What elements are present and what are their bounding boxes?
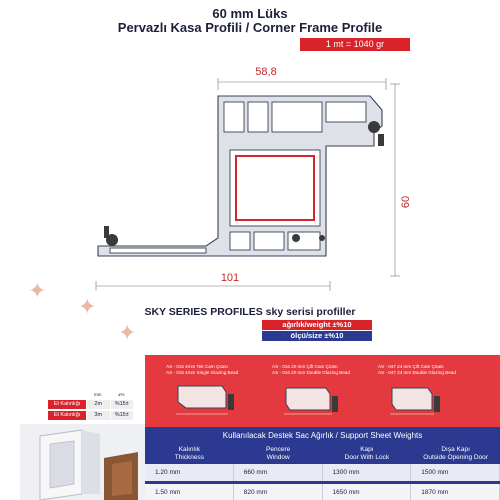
bead-label-line1: AS - 015 4mm Tek Cam Çıtası: [166, 364, 228, 369]
glazing-bead-card: [266, 364, 370, 422]
support-sheet-title: Kullanılacak Destek Sac Ağırlık / Support Sheet Weights: [145, 427, 500, 444]
star-icon: ✦: [118, 320, 137, 345]
wall-thickness-header: mm ±%: [94, 392, 125, 397]
bead-label-line2: AS - 047 24 mm Double Glazing Bead: [378, 369, 456, 375]
column-header: Kapı Door With Lock: [344, 446, 390, 461]
title-line1: 60 mm Lüks: [212, 6, 288, 21]
glazing-bead-drawing: [166, 378, 258, 420]
star-icon: ✦: [78, 294, 97, 319]
table-row: 1.50 mm 820 mm 1650 mm 1870 mm: [145, 484, 500, 500]
weight-badge: 1 mt = 1040 gr: [300, 38, 410, 51]
dimension-bottom: 101: [220, 272, 240, 284]
weight-tolerance-badge: ağırlık/weight ±%10: [262, 320, 372, 330]
column-header: Dışa Kapı Outside Opening Door: [423, 446, 488, 461]
table-header: [145, 444, 500, 464]
title-line2: Pervazlı Kasa Profili / Corner Frame Profile: [117, 20, 383, 35]
wall-thickness-table: [48, 392, 133, 420]
dimension-top: 58,8: [255, 66, 277, 78]
size-tolerance-badge: ölçü/size ±%10: [262, 331, 372, 341]
bead-label-line2: AS - 015 4mm Single Glazing Bead: [166, 369, 239, 375]
table-row: Et Kalınlığı 3m %15±: [48, 411, 133, 420]
glazing-bead-card: [160, 364, 264, 422]
table-row: Et Kalınlığı 2m %15±: [48, 400, 133, 409]
bead-label-line1: AS - 016 20 mm Çift Cam Çıtası: [272, 364, 338, 369]
series-title: SKY SERIES PROFILES sky serisi profiller: [144, 306, 356, 318]
column-header: Kalınlık Thickness: [174, 446, 204, 461]
dimension-right: 60: [400, 195, 413, 209]
bead-label-line1: AS - 047 24 mm Çift Cam Çıtası: [378, 364, 444, 369]
glazing-bead-drawing: [272, 378, 364, 420]
bead-label-line2: AS - 016 20 mm Double Glazing Bead: [272, 369, 350, 375]
profile-product-photo: [20, 424, 145, 500]
table-row: 1.20 mm 660 mm 1300 mm 1500 mm: [145, 464, 500, 481]
star-icon: ✦: [28, 278, 47, 303]
glazing-bead-drawing: [378, 378, 470, 420]
glazing-bead-card: [372, 364, 476, 422]
support-sheet-table: [145, 444, 500, 500]
column-header: Pencere Window: [266, 446, 291, 461]
